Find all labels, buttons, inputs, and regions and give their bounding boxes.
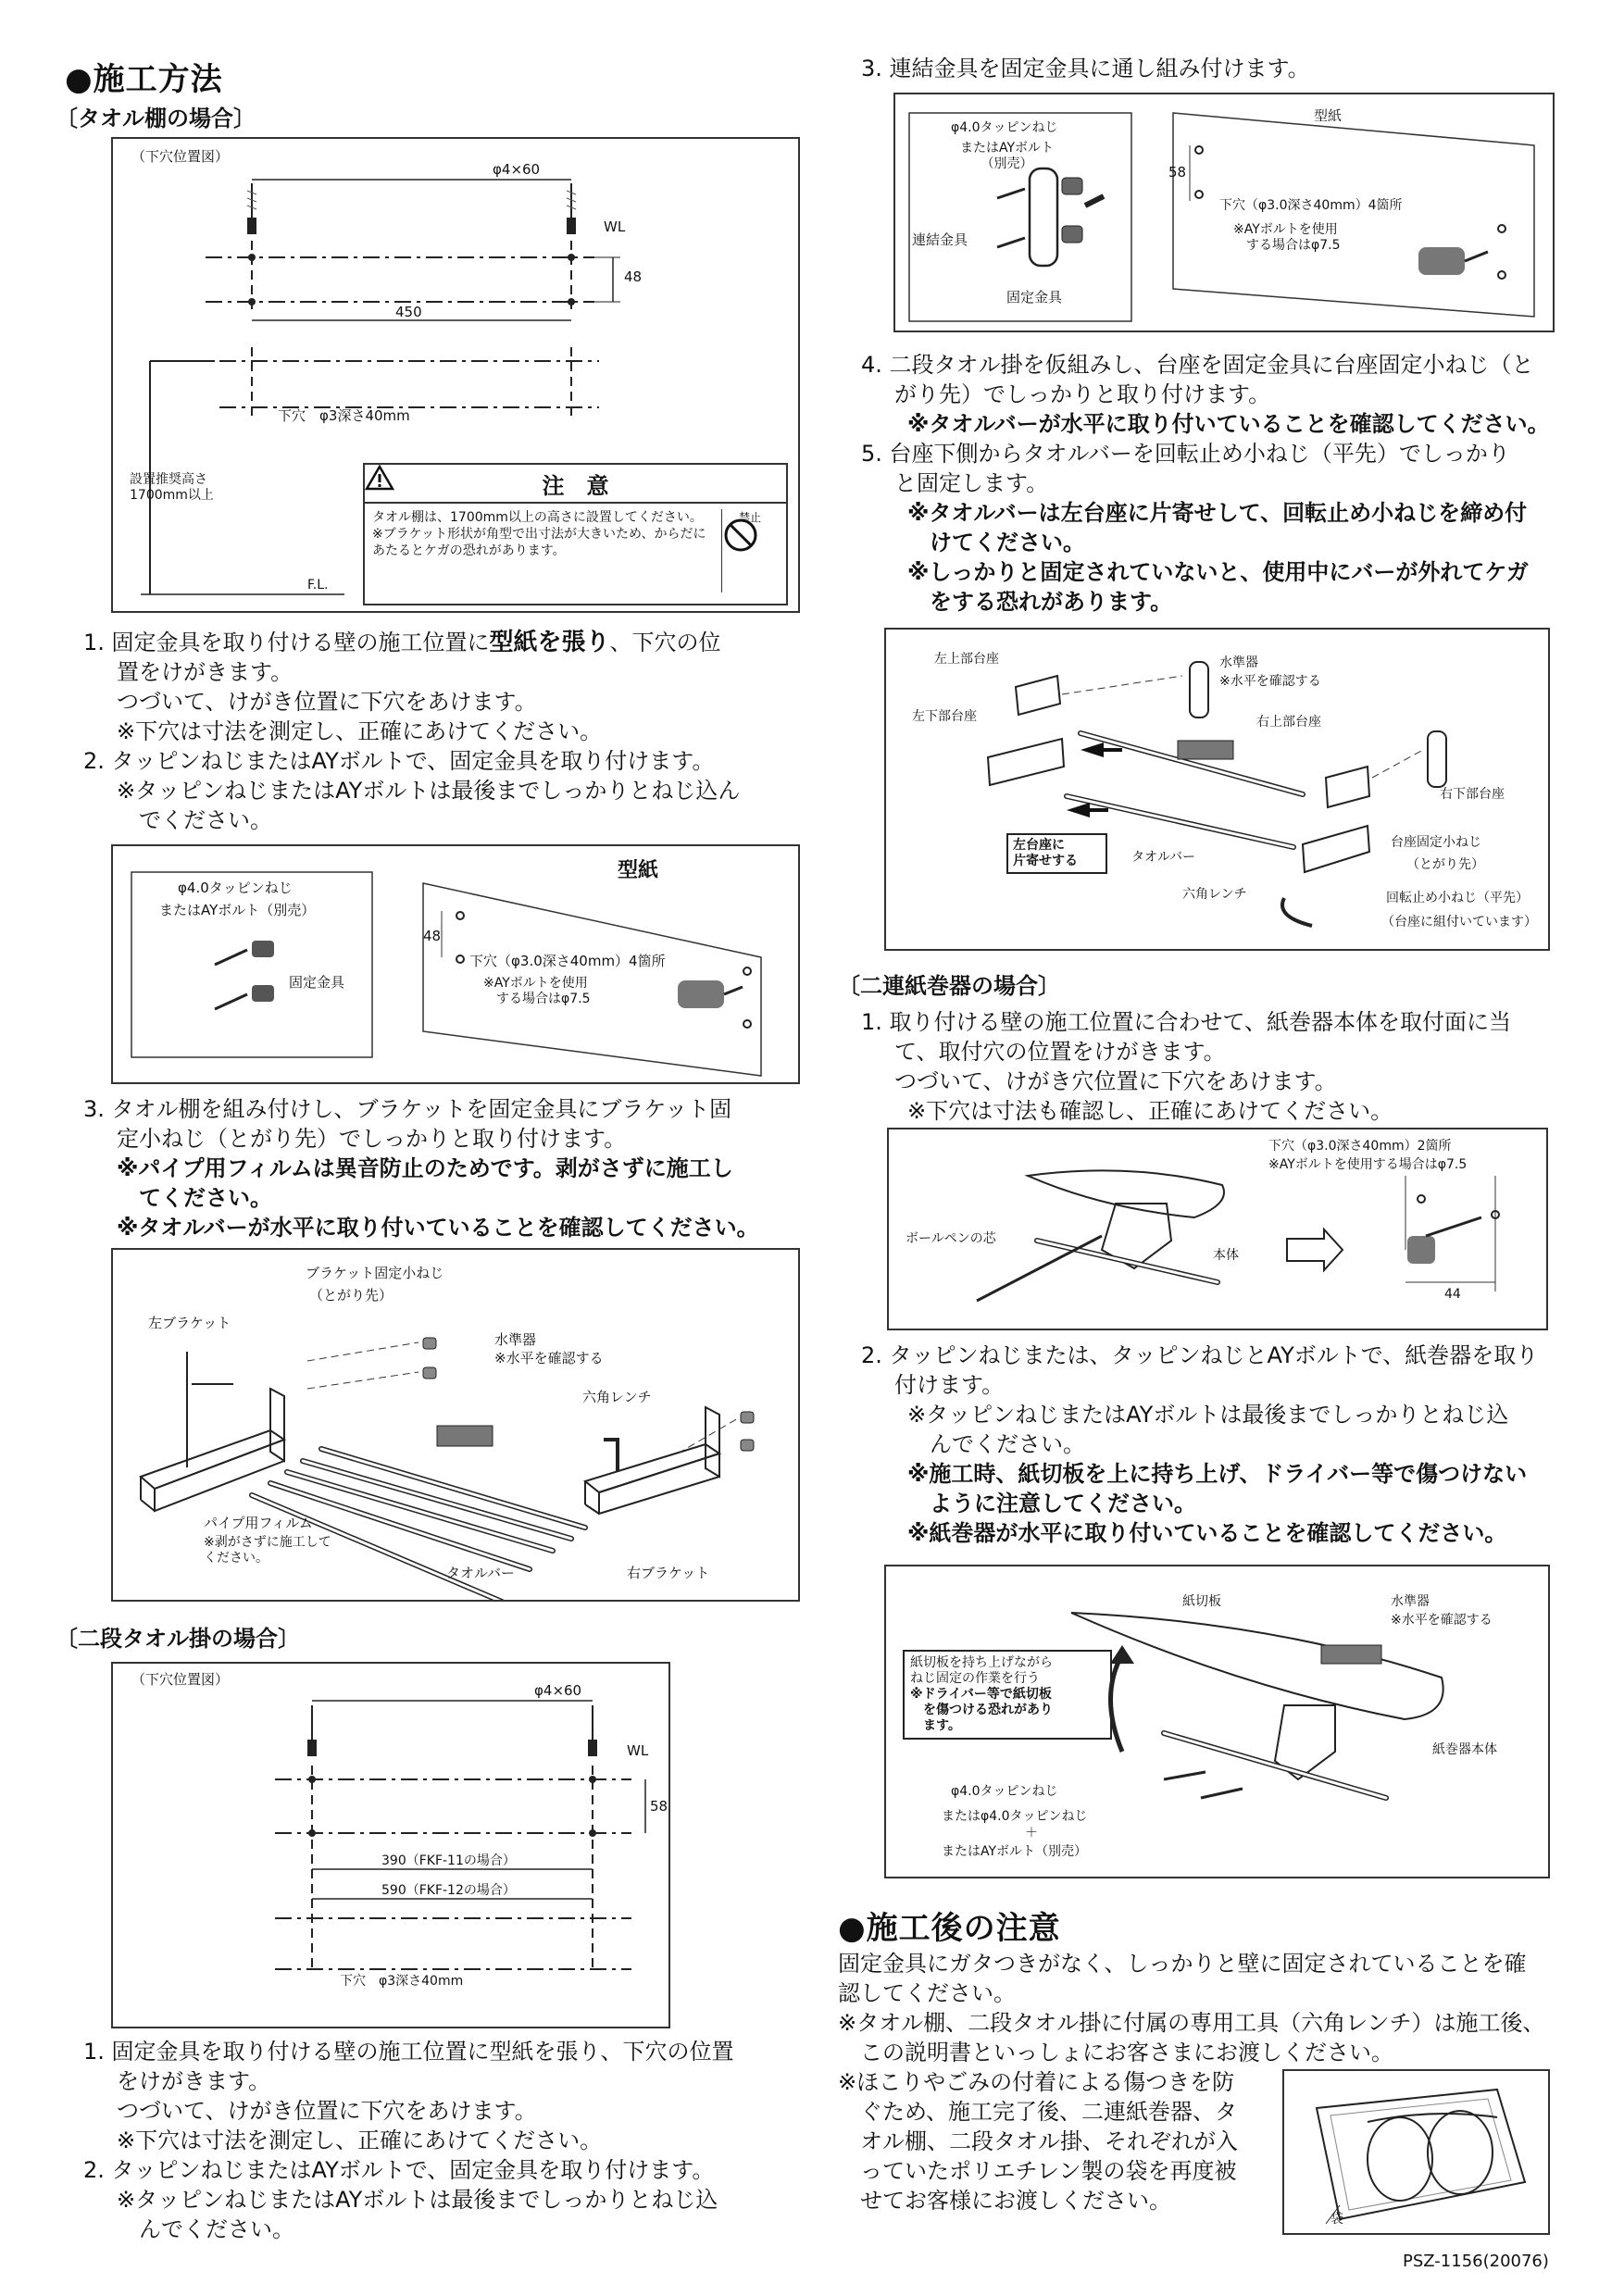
film-note: ※剥がさずに施工して ください。 (204, 1535, 331, 1566)
after-line2: 認してください。 (838, 1980, 1016, 2006)
step2-line2: ※タッピンねじまたはAYボルトは最後までしっかりとねじ込ん (117, 778, 741, 804)
dim-390: 390（FKF-11の場合） (381, 1853, 516, 1868)
joint-template-label: 型紙 (1314, 107, 1343, 124)
step4-line2: がり先）でしっかりと取り付けます。 (894, 381, 1271, 407)
paper-step2-line4: んでください。 (930, 1431, 1085, 1457)
step5-line2: と固定します。 (894, 470, 1049, 496)
step3-line3: ※パイプ用フィルムは異音防止のためです。剥がさずに施工し (117, 1155, 733, 1181)
prohibited-icon (722, 517, 759, 554)
towel-bar-label: タオルバー (446, 1565, 515, 1581)
film-label: パイプ用フィルム (204, 1515, 313, 1531)
paper-step2-line5: ※施工時、紙切板を上に持ち上げ、ドライバー等で傷つけない (907, 1461, 1528, 1487)
towel-shelf-step1 (83, 628, 806, 835)
after-line3: ※タオル棚、二段タオル掛に付属の専用工具（六角レンチ）は施工後、 (838, 2010, 1545, 2036)
upper-left-base: 左上部台座 (934, 652, 999, 667)
cutter-note-a: 紙切板を持ち上げながら ねじ固定の作業を行う (910, 1655, 1053, 1686)
ay-bolt-label: またはAYボルト（別売） (159, 902, 316, 918)
step5-line3: ※タオルバーは左台座に片寄せして、回転止め小ねじを締め付 (907, 500, 1528, 526)
dim-48-b: 48 (423, 928, 442, 944)
bracket-screw-label: ブラケット固定小ねじ (306, 1265, 444, 1281)
two-tier-screw-spec: φ4×60 (534, 1682, 582, 1699)
step4-line1: 4. 二段タオル掛を仮組みし、台座を固定金具に台座固定小ねじ（と (861, 352, 1534, 378)
warning-icon (365, 465, 394, 491)
step2-line1: 2. タッピンねじまたはAYボルトで、固定金具を取り付けます。 (83, 748, 715, 774)
paper-hole-spec: 下穴（φ3.0深さ40mm）2箇所 (1268, 1139, 1452, 1154)
tt-step1-line4: ※下穴は寸法を測定し、正確にあけてください。 (117, 2128, 603, 2153)
joint-fitting-diagram (893, 93, 1555, 332)
forbid-label: 禁止 (738, 511, 761, 524)
paper-body-label: 本体 (1213, 1248, 1239, 1263)
caution-title: 注 意 (542, 472, 609, 499)
ay-note: ※AYボルトを使用 する場合はφ7.5 (483, 976, 591, 1006)
step1-line3: つづいて、けがき位置に下穴をあけます。 (117, 689, 537, 715)
pen-refill-label: ボールペンの芯 (906, 1231, 996, 1246)
two-tier-dim-58: 58 (650, 1798, 668, 1815)
towel-shelf-fixing-diagram (111, 844, 800, 1084)
paper-step2-line7: ※紙巻器が水平に取り付いていることを確認してください。 (907, 1520, 1507, 1546)
step5-line5: ※しっかりと固定されていないと、使用中にバーが外れてケガ (907, 559, 1529, 585)
caution-box (363, 463, 788, 605)
joint-hole-spec: 下穴（φ3.0深さ40mm）4箇所 (1219, 198, 1403, 213)
step4-line3: ※タオルバーが水平に取り付いていることを確認してください。 (907, 411, 1550, 437)
towel-shelf-assembly-diagram (111, 1248, 800, 1602)
paper-step1-line4: ※下穴は寸法も確認し、正確にあけてください。 (907, 1098, 1393, 1124)
joint-fixing-label: 固定金具 (1006, 289, 1063, 306)
tt-step2-line3: んでください。 (139, 2216, 294, 2242)
holder-body-label: 紙巻器本体 (1432, 1742, 1497, 1757)
two-tier-caption: （下穴位置図） (131, 1671, 230, 1688)
two-tier-hole-drawing (113, 1664, 668, 2027)
step1-line2: 置をけがきます。 (117, 659, 294, 685)
fig6-towel-bar: タオルバー (1131, 850, 1196, 865)
dim-450: 450 (395, 304, 422, 320)
floor-level: F.L. (307, 578, 329, 593)
step3-line5: ※タオルバーが水平に取り付いていることを確認してください。 (117, 1215, 759, 1241)
step1-bold: 型紙を張り (489, 629, 610, 656)
step5-line1: 5. 台座下側からタオルバーを回転止め小ねじ（平先）でしっかり (861, 441, 1510, 467)
stop-screw: 回転止め小ねじ（平先） (1386, 891, 1529, 905)
paper-holder-heading: 〔二連紙巻器の場合〕 (838, 973, 1060, 999)
two-tier-hole-spec: 下穴 φ3深さ40mm (340, 1974, 464, 1989)
joint-ay-label: またはAYボルト （別売） (960, 141, 1055, 171)
tt-step1-line2: をけがきます。 (117, 2068, 271, 2094)
tt-step1-line3: つづいて、けがき位置に下穴をあけます。 (117, 2098, 537, 2124)
fig8-plus: ＋ (1025, 1826, 1038, 1841)
step3-line4: てください。 (139, 1185, 272, 1211)
paper-step2-line3: ※タッピンねじまたはAYボルトは最後までしっかりとねじ込 (907, 1402, 1509, 1428)
upper-right-base: 右上部台座 (1256, 715, 1321, 730)
bag-label: 袋 (1330, 2212, 1343, 2227)
pointed-label: （とがり先） (309, 1287, 394, 1304)
fig8-or1: またはφ4.0タッピンねじ (942, 1809, 1088, 1824)
two-tier-wl: WL (627, 1742, 649, 1759)
fig8-screw: φ4.0タッピンねじ (951, 1784, 1058, 1799)
left-bracket-label: 左ブラケット (148, 1315, 231, 1331)
paper-step2-line6: ように注意してください。 (930, 1491, 1196, 1516)
cutter-caution-box (903, 1650, 1112, 1740)
after-line8: っていたポリエチレン製の袋を再度被 (860, 2158, 1237, 2184)
recommended-height: 設置推奨高さ 1700mm以上 (130, 472, 214, 503)
fig8-or2: またはAYボルト（別売） (942, 1844, 1088, 1859)
two-tier-hole-diagram (111, 1662, 670, 2028)
step3-line1: 3. タオル棚を組み付けし、ブラケットを固定金具にブラケット固 (83, 1096, 732, 1122)
towel-shelf-hole-diagram (111, 137, 800, 613)
section-title-installation: ●施工方法 (65, 61, 223, 98)
base-screw-pointed: （とがり先） (1406, 857, 1484, 872)
level-label: 水準器 (494, 1331, 537, 1348)
step1-post: 、下穴の位 (609, 630, 721, 655)
paper-step1 (861, 1007, 1583, 1126)
two-tier-heading: 〔二段タオル掛の場合〕 (56, 1626, 300, 1652)
after-line7: オル棚、二段タオル掛、それぞれが入 (860, 2128, 1238, 2154)
paper-step2-line2: 付けます。 (894, 1372, 1005, 1398)
document-code: PSZ-1156(20076) (1403, 2252, 1549, 2271)
lower-left-base: 左下部台座 (912, 709, 977, 724)
joint-ay-note: ※AYボルトを使用 する場合はφ7.5 (1233, 222, 1341, 253)
after-line6: ぐため、施工完了後、二連紙巻器、タ (860, 2099, 1238, 2125)
after-line1: 固定金具にガタつきがなく、しっかりと壁に固定されていることを確 (838, 1951, 1527, 1977)
paper-holder-mounting-diagram (884, 1565, 1550, 1878)
hex-wrench-label: 六角レンチ (582, 1389, 652, 1405)
tt-step2-line1: 2. タッピンねじまたはAYボルトで、固定金具を取り付けます。 (83, 2157, 715, 2183)
shift-left-note: 左台座に 片寄せする (1006, 833, 1107, 874)
right-step4-5 (861, 350, 1583, 617)
base-screw: 台座固定小ねじ (1391, 835, 1481, 850)
step3-line2: 定小ねじ（とがり先）でしっかりと取り付けます。 (117, 1126, 627, 1152)
fig6-level: 水準器 (1219, 655, 1258, 670)
paper-holder-marking-diagram (887, 1128, 1548, 1330)
joint-screw-label: φ4.0タッピンねじ (951, 120, 1058, 135)
fig8-level-note: ※水平を確認する (1391, 1613, 1493, 1628)
two-tier-assembly-diagram (884, 628, 1550, 951)
joint-label: 連結金具 (912, 231, 968, 248)
hole-spec: 下穴 φ3深さ40mm (278, 407, 410, 424)
step2-line3: でください。 (139, 807, 272, 833)
tt-step1-line1: 1. 固定金具を取り付ける壁の施工位置に型紙を張り、下穴の位置 (83, 2039, 734, 2065)
cutter-label: 紙切板 (1182, 1594, 1221, 1609)
paper-step1-line3: つづいて、けがき穴位置に下穴をあけます。 (894, 1068, 1337, 1094)
two-tier-steps (83, 2037, 806, 2244)
after-line5: ※ほこりやごみの付着による傷つきを防 (838, 2069, 1235, 2095)
dim-44: 44 (1444, 1287, 1461, 1302)
dim-590: 590（FKF-12の場合） (381, 1883, 516, 1898)
dim-48: 48 (624, 268, 643, 285)
right-step3: 3. 連結金具を固定金具に通し組み付けます。 (861, 56, 1310, 81)
paper-step2-line1: 2. タッピンねじまたは、タッピンねじとAYボルトで、紙巻器を取り (861, 1342, 1539, 1368)
hole-spec-b: 下穴（φ3.0深さ40mm）4箇所 (469, 953, 666, 969)
caution-text: タオル棚は、1700mm以上の高さに設置してください。 ※ブラケット形状が角型で出寸法が大きいため、からだにあたるとケガの恐れがあります。 (372, 510, 706, 558)
paper-ay-note: ※AYボルトを使用する場合はφ7.5 (1268, 1157, 1468, 1172)
stop-screw-attached: （台座に組付いています） (1381, 915, 1537, 930)
diagram-caption: （下穴位置図） (131, 148, 230, 165)
paper-step1-line2: て、取付穴の位置をけがきます。 (894, 1039, 1226, 1065)
cutter-note-b: ※ドライバー等で紙切板 を傷つける恐れがあり ます。 (910, 1687, 1053, 1733)
bag-diagram (1282, 2069, 1550, 2235)
screw-spec: φ4×60 (493, 161, 541, 178)
step5-line4: けてください。 (930, 530, 1085, 555)
after-line4: この説明書といっしょにお客さまにお渡しください。 (860, 2040, 1393, 2065)
towel-shelf-heading: 〔タオル棚の場合〕 (56, 106, 256, 131)
screw-label: φ4.0タッピンねじ (178, 880, 293, 896)
bag-drawing (1284, 2071, 1548, 2233)
fig8-level: 水準器 (1391, 1594, 1430, 1609)
after-line9: せてお客様にお渡しください。 (860, 2188, 1171, 2214)
paper-step1-line1: 1. 取り付ける壁の施工位置に合わせて、紙巻器本体を取付面に当 (861, 1009, 1512, 1035)
step1-line4: ※下穴は寸法を測定し、正確にあけてください。 (117, 718, 603, 744)
fig6-level-note: ※水平を確認する (1219, 674, 1321, 689)
paper-step2 (861, 1341, 1583, 1548)
fig6-hex-wrench: 六角レンチ (1182, 887, 1247, 902)
joint-dim-58: 58 (1168, 164, 1187, 181)
lower-right-base: 右下部台座 (1440, 787, 1505, 802)
after-install-title: ●施工後の注意 (838, 1910, 1061, 1947)
level-note: ※水平を確認する (494, 1350, 604, 1366)
towel-shelf-step3 (83, 1094, 806, 1242)
right-bracket-label: 右ブラケット (627, 1565, 710, 1581)
step5-line6: をする恐れがあります。 (930, 589, 1173, 615)
wl-label: WL (604, 218, 626, 235)
tt-step2-line2: ※タッピンねじまたはAYボルトは最後までしっかりとねじ込 (117, 2187, 718, 2213)
template-label: 型紙 (618, 859, 659, 882)
fixing-label: 固定金具 (289, 974, 345, 991)
step1-pre: 1. 固定金具を取り付ける壁の施工位置に (83, 630, 490, 655)
